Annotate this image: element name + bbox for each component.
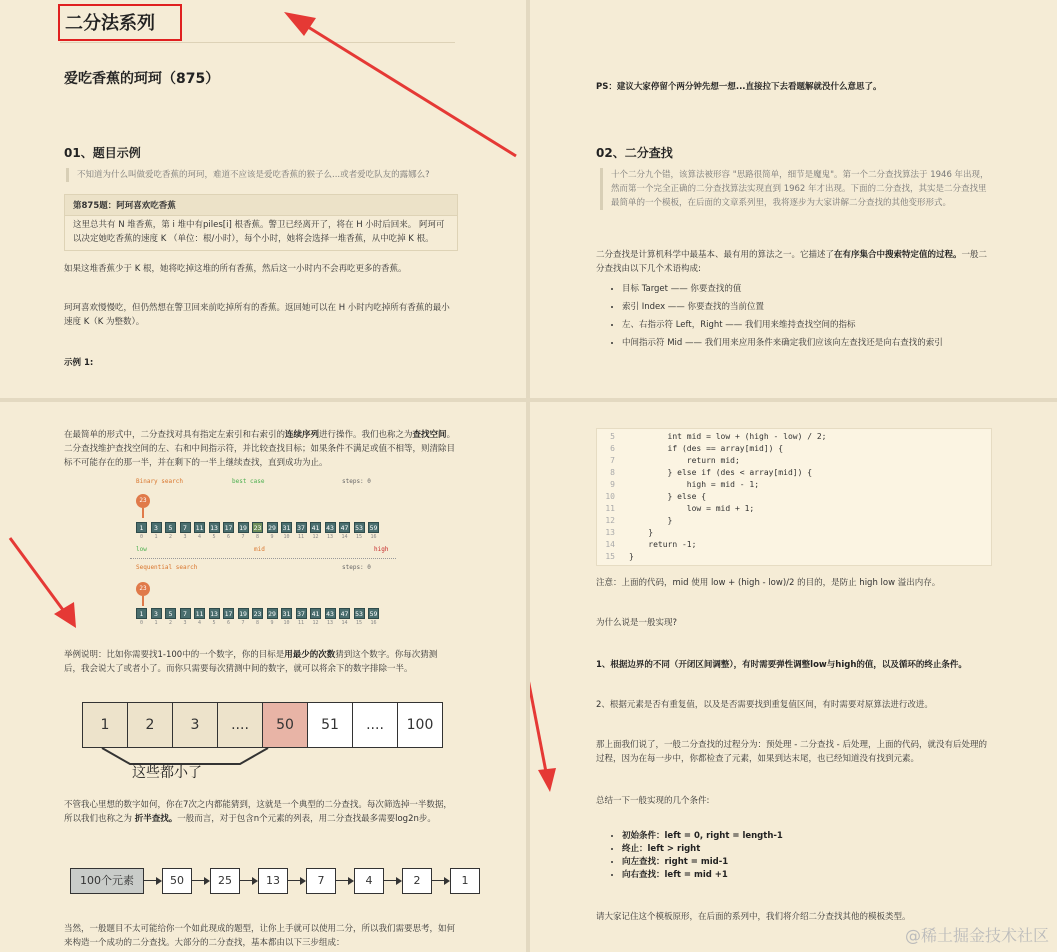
mid-label: mid <box>254 546 265 553</box>
code-text: } <box>629 528 654 537</box>
line-number: 9 <box>610 480 615 489</box>
intro-bold-1: 连续序列 <box>285 430 320 440</box>
array-index: 6 <box>226 620 230 626</box>
array-cell: 29 <box>268 610 276 618</box>
line-number: 6 <box>610 444 615 453</box>
array-cell: 59 <box>369 610 378 618</box>
chain-node: 13 <box>258 868 288 894</box>
arrow-annotation-3 <box>530 602 570 802</box>
array-index: 12 <box>312 534 319 540</box>
binary-steps: steps: 0 <box>342 478 371 485</box>
cond-val: left = mid +1 <box>664 870 728 880</box>
array-index: 8 <box>255 620 259 626</box>
code-line <box>597 479 991 491</box>
intro-c: 进行操作。我们也称之为 <box>319 430 413 440</box>
closing-para: 当然，一般题目不太可能给你一个如此现成的题型，让你上手就可以使用二分，所以我们需要思考，如何来构造一个成功的二分查找。大部分的二分查找，基本都由以下三步组成： <box>64 924 456 948</box>
array-index: 4 <box>197 620 201 626</box>
line-number: 8 <box>610 468 615 477</box>
array-cell: 11 <box>195 524 204 532</box>
example-bold: 用最少的次数 <box>284 650 336 660</box>
high-label: high <box>374 546 389 553</box>
example-para <box>64 648 454 676</box>
array-cell: 1 <box>136 522 147 533</box>
cond-val: right = mid-1 <box>664 857 729 867</box>
number-box: 1 <box>82 702 128 748</box>
arrow-annotation-1 <box>270 0 526 170</box>
line-number: 10 <box>605 492 615 501</box>
intro-e: 。二分查找维护查找空间的左、右和中间指示符，并比较查找目标；如果条件不满足或值不相等，则清除目标不可能存在的那一半，并在剩下的一半上继续查找，直到成功为止。 <box>64 430 456 468</box>
array-index: 16 <box>370 620 377 626</box>
array-index: 11 <box>297 620 305 626</box>
sequential-label: Sequential search <box>136 564 198 571</box>
number-box: 3 <box>172 702 218 748</box>
guess-bold: 折半查找。 <box>134 814 178 824</box>
line-number: 11 <box>605 504 615 513</box>
array-cell: 3 <box>151 522 162 533</box>
cond-val: left = 0, right = length-1 <box>664 831 783 841</box>
boxes-caption: 这些都小了 <box>132 765 202 781</box>
array-index: 5 <box>212 620 216 626</box>
condition-item <box>622 856 982 869</box>
array-cell: 7 <box>180 522 191 533</box>
intro-para-c: 一般二分查找由以下几个术语构成: <box>596 250 988 274</box>
chain-node: 25 <box>210 868 240 894</box>
summary-heading: 总结一下一般实现的几个条件: <box>596 796 710 806</box>
array-cell: 31 <box>282 610 291 618</box>
target-pointer <box>142 596 144 606</box>
code-text: } else { <box>629 492 707 501</box>
page-2 <box>530 0 1057 398</box>
array-cell: 47 <box>340 610 349 618</box>
target-pointer <box>142 508 144 518</box>
array-index: 15 <box>355 620 363 626</box>
array-cell: 19 <box>239 610 247 618</box>
term-item: • 目标 Target —— 你要查找的值 <box>622 280 1022 298</box>
cond-key: 初始条件： <box>622 831 665 841</box>
array-cell: 47 <box>340 524 349 532</box>
array-index: 9 <box>270 620 274 626</box>
array-cell: 59 <box>369 524 378 532</box>
line-number: 13 <box>605 528 615 537</box>
array-cell: 19 <box>239 524 247 532</box>
term-item: • 左、右指示符 Left，Right —— 我们用来维持查找空间的指标 <box>622 316 1022 334</box>
closing-note: 请大家记住这个模板原形，在后面的系列中，我们将介绍二分查找其他的模板类型。 <box>596 912 911 922</box>
example-c: 猜到这个数字。你每次猜测后，我会说大了或者小了。而你只需要每次猜测中间的数字，就可以将余下的数字排除一半。 <box>64 650 438 674</box>
why-heading: 为什么说是一般实现? <box>596 618 678 628</box>
code-text: return mid; <box>629 456 740 465</box>
array-index: 9 <box>270 534 274 540</box>
array-index: 3 <box>183 620 187 626</box>
condition-item <box>622 830 982 843</box>
array-cell: 43 <box>326 524 334 532</box>
array-index: 5 <box>212 534 216 540</box>
code-text: low = mid + 1; <box>629 504 755 513</box>
watermark: @稀土掘金技术社区 <box>904 926 1049 945</box>
array-index: 1 <box>154 534 158 540</box>
code-text: high = mid - 1; <box>629 480 760 489</box>
target-marker: 23 <box>136 582 150 596</box>
number-box: 100 <box>397 702 443 748</box>
conditions-list <box>604 830 982 882</box>
array-cell: 37 <box>297 524 305 532</box>
code-line <box>597 467 991 479</box>
array-index: 0 <box>139 534 143 540</box>
example-a: 举例说明：比如你需要找1-100中的一个数字，你的目标是 <box>64 650 285 660</box>
intro-para <box>596 248 991 276</box>
section-1-heading: 01、题目示例 <box>64 146 141 160</box>
array-index: 13 <box>326 534 334 540</box>
code-line <box>597 539 991 551</box>
intro-bold-2: 查找空间 <box>412 430 447 440</box>
line-number: 12 <box>605 516 615 525</box>
binary-quote: 十个二分九个错，该算法被形容 "思路很简单，细节是魔鬼"。第一个二分查找算法于 1946 年出现，然而第一个完全正确的二分查找算法实现直到 1962 年才出现。下面的二分查找，其实是二分查找里最简单的一个模板，在后面的文章系列里，我将逐步为大家讲解二分查找的其他变形形式。 <box>600 168 991 210</box>
array-cell: 5 <box>165 522 176 533</box>
term-item: • 索引 Index —— 你要查找的当前位置 <box>622 298 1022 316</box>
cond-val: left > right <box>647 844 701 854</box>
array-index: 13 <box>326 620 334 626</box>
array-cell: 41 <box>311 610 320 618</box>
chain-node: 2 <box>402 868 432 894</box>
example-label: 示例 1: <box>64 358 94 368</box>
code-text: if (des == array[mid]) { <box>629 444 784 453</box>
best-case-label: best case <box>232 478 265 485</box>
array-index: 6 <box>226 534 230 540</box>
array-cell: 23 <box>253 610 262 618</box>
intro-quote: 不知道为什么叫做爱吃香蕉的珂珂，难道不应该是爱吃香蕉的猴子么...或者爱吃队友的露娜么? <box>66 168 462 182</box>
code-text: int mid = low + (high - low) / 2; <box>629 432 827 441</box>
target-marker: 23 <box>136 494 150 508</box>
guess-a: 不管我心里想的数字如何，你在7次之内都能猜到，这就是一个典型的二分查找。每次筛选掉一半数据，所以我们也称之为 <box>64 800 452 824</box>
code-text: } <box>629 552 634 561</box>
array-index: 2 <box>168 534 172 540</box>
intro-para-bold: 在有序集合中搜索特定值的过程。 <box>834 250 962 260</box>
array-cell: 53 <box>355 610 363 618</box>
page-4 <box>530 402 1057 952</box>
number-box: 2 <box>127 702 173 748</box>
chain-node: 7 <box>306 868 336 894</box>
array-cell: 29 <box>268 524 276 532</box>
sequential-steps: steps: 0 <box>342 564 371 571</box>
ps-note: PS：建议大家停留个两分钟先想一想...直接拉下去看题解就没什么意思了。 <box>596 82 882 92</box>
chain-node: 100个元素 <box>70 868 144 894</box>
array-cell: 17 <box>224 610 233 618</box>
guess-c: 一般而言，对于包含n个元素的列表，用二分查找最多需要log2n步。 <box>177 814 436 824</box>
condition-item <box>622 869 982 882</box>
array-index: 16 <box>370 534 377 540</box>
chain-node: 4 <box>354 868 384 894</box>
line-number: 5 <box>610 432 615 441</box>
process-para: 那上面我们说了，一般二分查找的过程分为：预处理 - 二分查找 - 后处理，上面的代码，就没有后处理的过程，因为在每一步中，你都检查了元素，如果到达末尾，也已经知道没有找到元素。 <box>596 740 987 764</box>
array-cell: 13 <box>210 524 218 532</box>
cond-key: 终止： <box>622 844 648 854</box>
array-index: 8 <box>255 534 259 540</box>
array-cell: 5 <box>165 608 176 619</box>
intro-a: 在最简单的形式中，二分查找对具有指定左索引和右索引的 <box>64 430 286 440</box>
array-cell: 37 <box>297 610 305 618</box>
code-line <box>597 431 991 443</box>
para-1: 如果这堆香蕉少于 K 根，她将吃掉这堆的所有香蕉，然后这一小时内不会再吃更多的香蕉。 <box>64 264 407 274</box>
halving-chain <box>70 868 469 898</box>
series-title: 二分法系列 <box>65 13 155 34</box>
code-line <box>597 515 991 527</box>
author-heading: 爱吃香蕉的珂珂（875） <box>64 71 220 87</box>
code-text: } else if (des < array[mid]) { <box>629 468 813 477</box>
code-block <box>596 428 992 566</box>
para-2: 珂珂喜欢慢慢吃，但仍然想在警卫回来前吃掉所有的香蕉。返回她可以在 H 小时内吃掉所有香蕉的最小速度 K（K 为整数）。 <box>64 303 450 327</box>
line-number: 14 <box>605 540 615 549</box>
intro-para <box>64 428 456 470</box>
term-item: • 中间指示符 Mid —— 我们用来应用条件来确定我们应该向左查找还是向右查找的索引 <box>622 334 1022 352</box>
code-line <box>597 527 991 539</box>
code-line <box>597 551 991 563</box>
array-index: 12 <box>312 620 319 626</box>
array-index: 15 <box>355 534 363 540</box>
array-index: 11 <box>297 534 305 540</box>
page-1 <box>0 0 526 398</box>
array-index: 1 <box>154 620 158 626</box>
condition-item <box>622 843 982 856</box>
array-index: 0 <box>139 620 143 626</box>
page-3 <box>0 402 526 952</box>
array-cell: 13 <box>210 610 218 618</box>
line-number: 15 <box>605 552 615 561</box>
array-cell: 7 <box>180 608 191 619</box>
cond-key: 向左查找： <box>622 857 665 867</box>
reason-2: 2、根据元素是否有重复值，以及是否需要找到重复值区间，有时需要对原算法进行改进。 <box>596 700 933 710</box>
array-index: 7 <box>241 534 245 540</box>
array-cell: 31 <box>282 524 291 532</box>
line-number: 7 <box>610 456 615 465</box>
number-box: .... <box>352 702 398 748</box>
anim-divider <box>130 558 396 559</box>
number-box: 50 <box>262 702 308 748</box>
problem-title: 第875题：阿珂喜欢吃香蕉 <box>64 194 458 216</box>
code-line <box>597 491 991 503</box>
guess-para <box>64 798 454 826</box>
cond-key: 向右查找： <box>622 870 665 880</box>
array-index: 7 <box>241 620 245 626</box>
array-cell: 41 <box>311 524 320 532</box>
overflow-note: 注意：上面的代码，mid 使用 low + (high - low)/2 的目的，是防止 high low 溢出内存。 <box>596 578 941 588</box>
code-line <box>597 503 991 515</box>
array-index: 10 <box>283 620 290 626</box>
low-label: low <box>136 546 147 553</box>
guess-boxes <box>82 702 442 748</box>
section-2-heading: 02、二分查找 <box>596 146 673 160</box>
binary-label: Binary search <box>136 478 183 485</box>
number-box: 51 <box>307 702 353 748</box>
reason-1: 1、根据边界的不同（开闭区间调整），有时需要弹性调整low与high的值，以及循环的终止条件。 <box>596 660 967 670</box>
code-line <box>597 455 991 467</box>
array-cell: 1 <box>136 608 147 619</box>
chain-node: 50 <box>162 868 192 894</box>
terms-list <box>604 280 1022 352</box>
array-cell: 53 <box>355 524 363 532</box>
array-index: 2 <box>168 620 172 626</box>
code-text: } <box>629 516 673 525</box>
array-cell: 23 <box>253 524 262 532</box>
chain-node: 1 <box>450 868 480 894</box>
array-cell: 17 <box>224 524 233 532</box>
array-index: 10 <box>283 534 290 540</box>
array-cell: 3 <box>151 608 162 619</box>
arrow-annotation-2 <box>0 522 90 632</box>
array-cell: 11 <box>195 610 204 618</box>
number-box: .... <box>217 702 263 748</box>
search-animation <box>130 474 396 624</box>
code-text: return -1; <box>629 540 697 549</box>
array-index: 3 <box>183 534 187 540</box>
code-line <box>597 443 991 455</box>
array-index: 4 <box>197 534 201 540</box>
sequential-array <box>136 608 396 632</box>
binary-array <box>136 522 396 546</box>
problem-body: 这里总共有 N 堆香蕉，第 i 堆中有piles[i] 根香蕉。警卫已经离开了，将在 H 小时后回来。 阿珂可以决定她吃香蕉的速度 K （单位：根/小时），每个小时，她将会选择一堆香蕉，从中吃掉 K 根。 <box>64 214 458 251</box>
intro-para-a: 二分查找是计算机科学中最基本、最有用的算法之一。它描述了 <box>596 250 835 260</box>
array-index: 14 <box>341 620 348 626</box>
array-index: 14 <box>341 534 348 540</box>
array-cell: 43 <box>326 610 334 618</box>
